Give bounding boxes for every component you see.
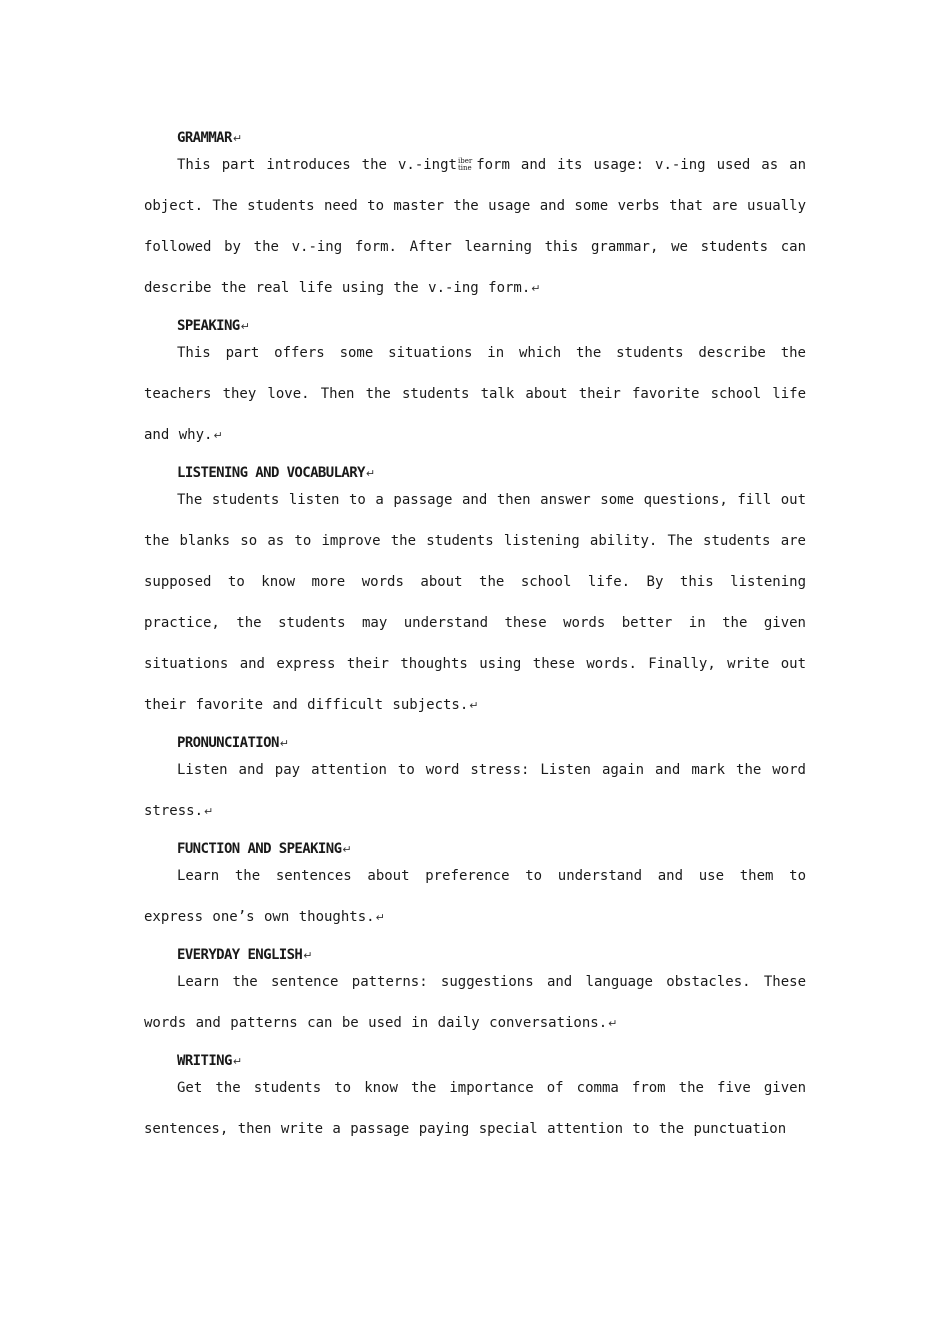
paragraph-mark-icon: ↵: [240, 320, 250, 333]
heading-grammar: GRAMMAR↵: [177, 130, 242, 146]
paragraph-mark-icon: ↵: [365, 467, 375, 480]
paragraph-writing: Get the students to know the importance of comma from the five given sentences, then write a passage paying special attention to the punctuation: [144, 1080, 806, 1137]
heading-writing: WRITING↵: [177, 1053, 242, 1069]
paragraph-mark-icon: ↵: [232, 1055, 242, 1068]
paragraph-mark-icon: ↵: [279, 737, 289, 750]
paragraph-mark-icon: ↵: [342, 843, 352, 856]
paragraph-mark-icon: ↵: [375, 911, 385, 924]
heading-everyday-english: EVERYDAY ENGLISH↵: [177, 947, 312, 963]
paragraph-speaking: This part offers some situations in which the students describe the teachers they love. Then the students talk about their favorite school life and why.↵: [144, 345, 806, 443]
document-page: [144, 120, 806, 1149]
paragraph-mark-icon: ↵: [303, 949, 312, 962]
stacked-superscript: iber tine: [457, 157, 473, 172]
paragraph-mark-icon: ↵: [232, 132, 242, 145]
paragraph-function-speaking: Learn the sentences about preference to understand and use them to express one’s own thoughts.↵: [144, 868, 806, 925]
paragraph-mark-icon: ↵: [469, 699, 479, 712]
paragraph-mark-icon: ↵: [608, 1017, 618, 1030]
heading-listening-vocabulary: LISTENING AND VOCABULARY↵: [177, 465, 375, 481]
paragraph-pronunciation: Listen and pay attention to word stress: Listen again and mark the word stress.↵: [144, 762, 806, 819]
paragraph-grammar: This part introduces the v.-ingt iber tine form and its usage: v.-ing used as an object. The students need to master the usage and some verbs that are usually followed by the v.-ing form. After learning this grammar, we students can describe the real life using the v.-ing form.↵: [144, 157, 807, 296]
paragraph-mark-icon: ↵: [204, 805, 214, 818]
paragraph-mark-icon: ↵: [531, 282, 541, 295]
heading-function-speaking: FUNCTION AND SPEAKING↵: [177, 841, 352, 857]
paragraph-mark-icon: ↵: [213, 429, 223, 442]
paragraph-listening-vocabulary: The students listen to a passage and then answer some questions, fill out the blanks so as to improve the students listening ability. The students are supposed to know more words about the school life. By this listening practice, the students may understand these words better in the given situations and express their thoughts using these words. Finally, write out their favorite and difficult subjects.↵: [144, 492, 806, 713]
heading-speaking: SPEAKING↵: [177, 318, 250, 334]
paragraph-everyday-english: Learn the sentence patterns: suggestions and language obstacles. These words and patterns can be used in daily conversations.↵: [144, 974, 806, 1031]
heading-pronunciation: PRONUNCIATION↵: [177, 735, 289, 751]
